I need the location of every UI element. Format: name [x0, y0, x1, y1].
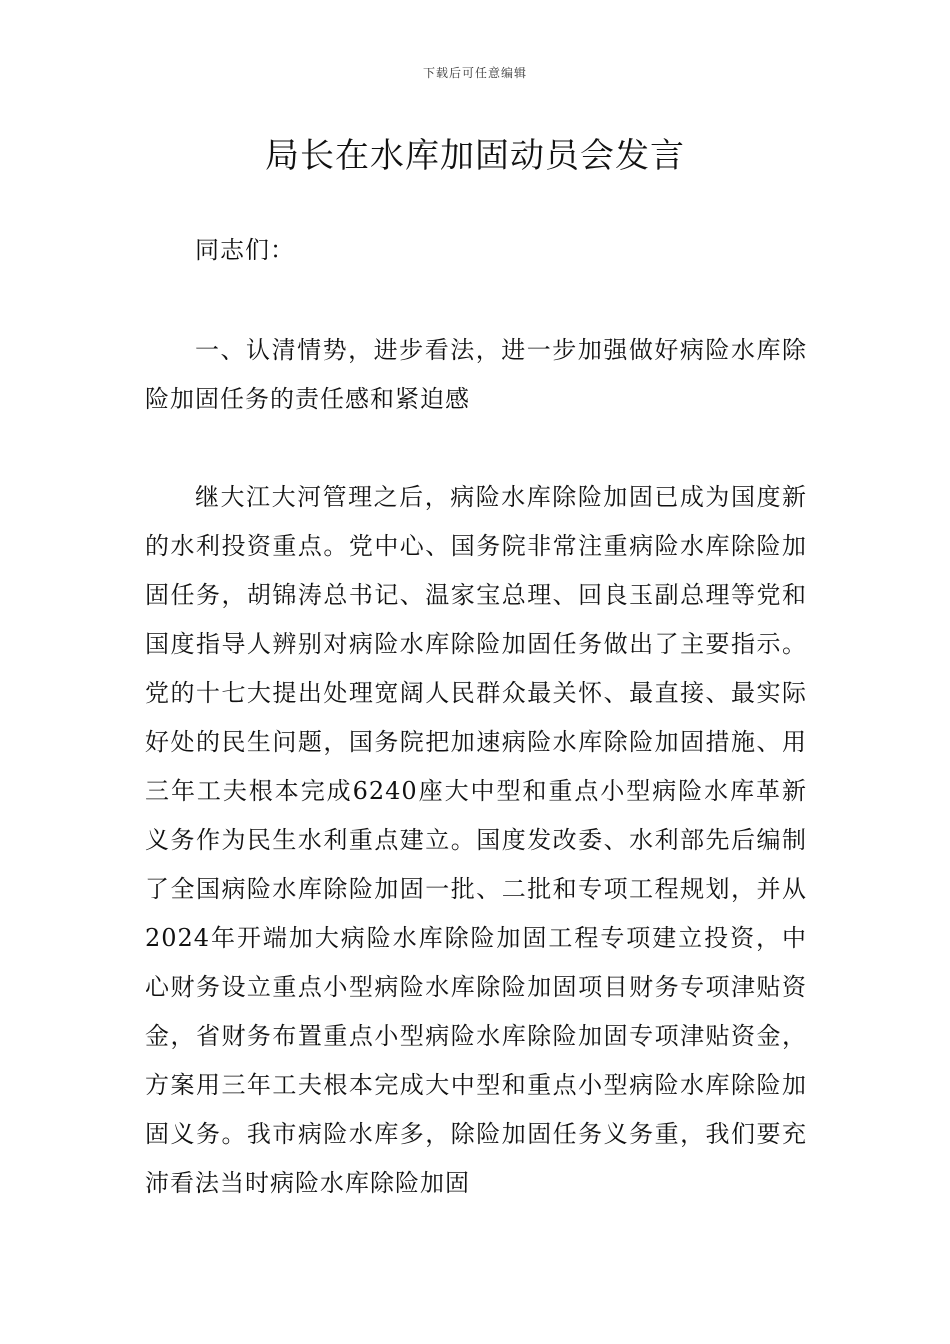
body-paragraph: 继大江大河管理之后，病险水库除险加固已成为国度新的水利投资重点。党中心、国务院非常注重病险水库除险加固任务，胡锦涛总书记、温家宝总理、回良玉副总理等党和国度指导人辨别对病险水库除险加固任务做出了主要指示。党的十七大提出处理宽阔人民群众最关怀、最直接、最实际好处的民生问题，国务院把加速病险水库除险加固措施、用三年工夫根本完成6240座大中型和重点小型病险水库革新义务作为民生水利重点建立。国度发改委、水利部先后编制了全国病险水库除险加固一批、二批和专项工程规划，并从2024年开端加大病险水库除险加固工程专项建立投资，中心财务设立重点小型病险水库除险加固项目财务专项津贴资金，省财务布置重点小型病险水库除险加固专项津贴资金，方案用三年工夫根本完成大中型和重点小型病险水库除险加固义务。我市病险水库多，除险加固任务义务重，我们要充沛看法当时病险水库除险加固 — [145, 483, 807, 1197]
page-header-note: 下载后可任意编辑 — [422, 66, 527, 80]
greeting: 同志们： — [195, 236, 295, 264]
document-title: 局长在水库加固动员会发言 — [265, 136, 685, 176]
section-heading: 一、认清情势，进步看法，进一步加强做好病险水库除险加固任务的责任感和紧迫感 — [145, 336, 807, 413]
